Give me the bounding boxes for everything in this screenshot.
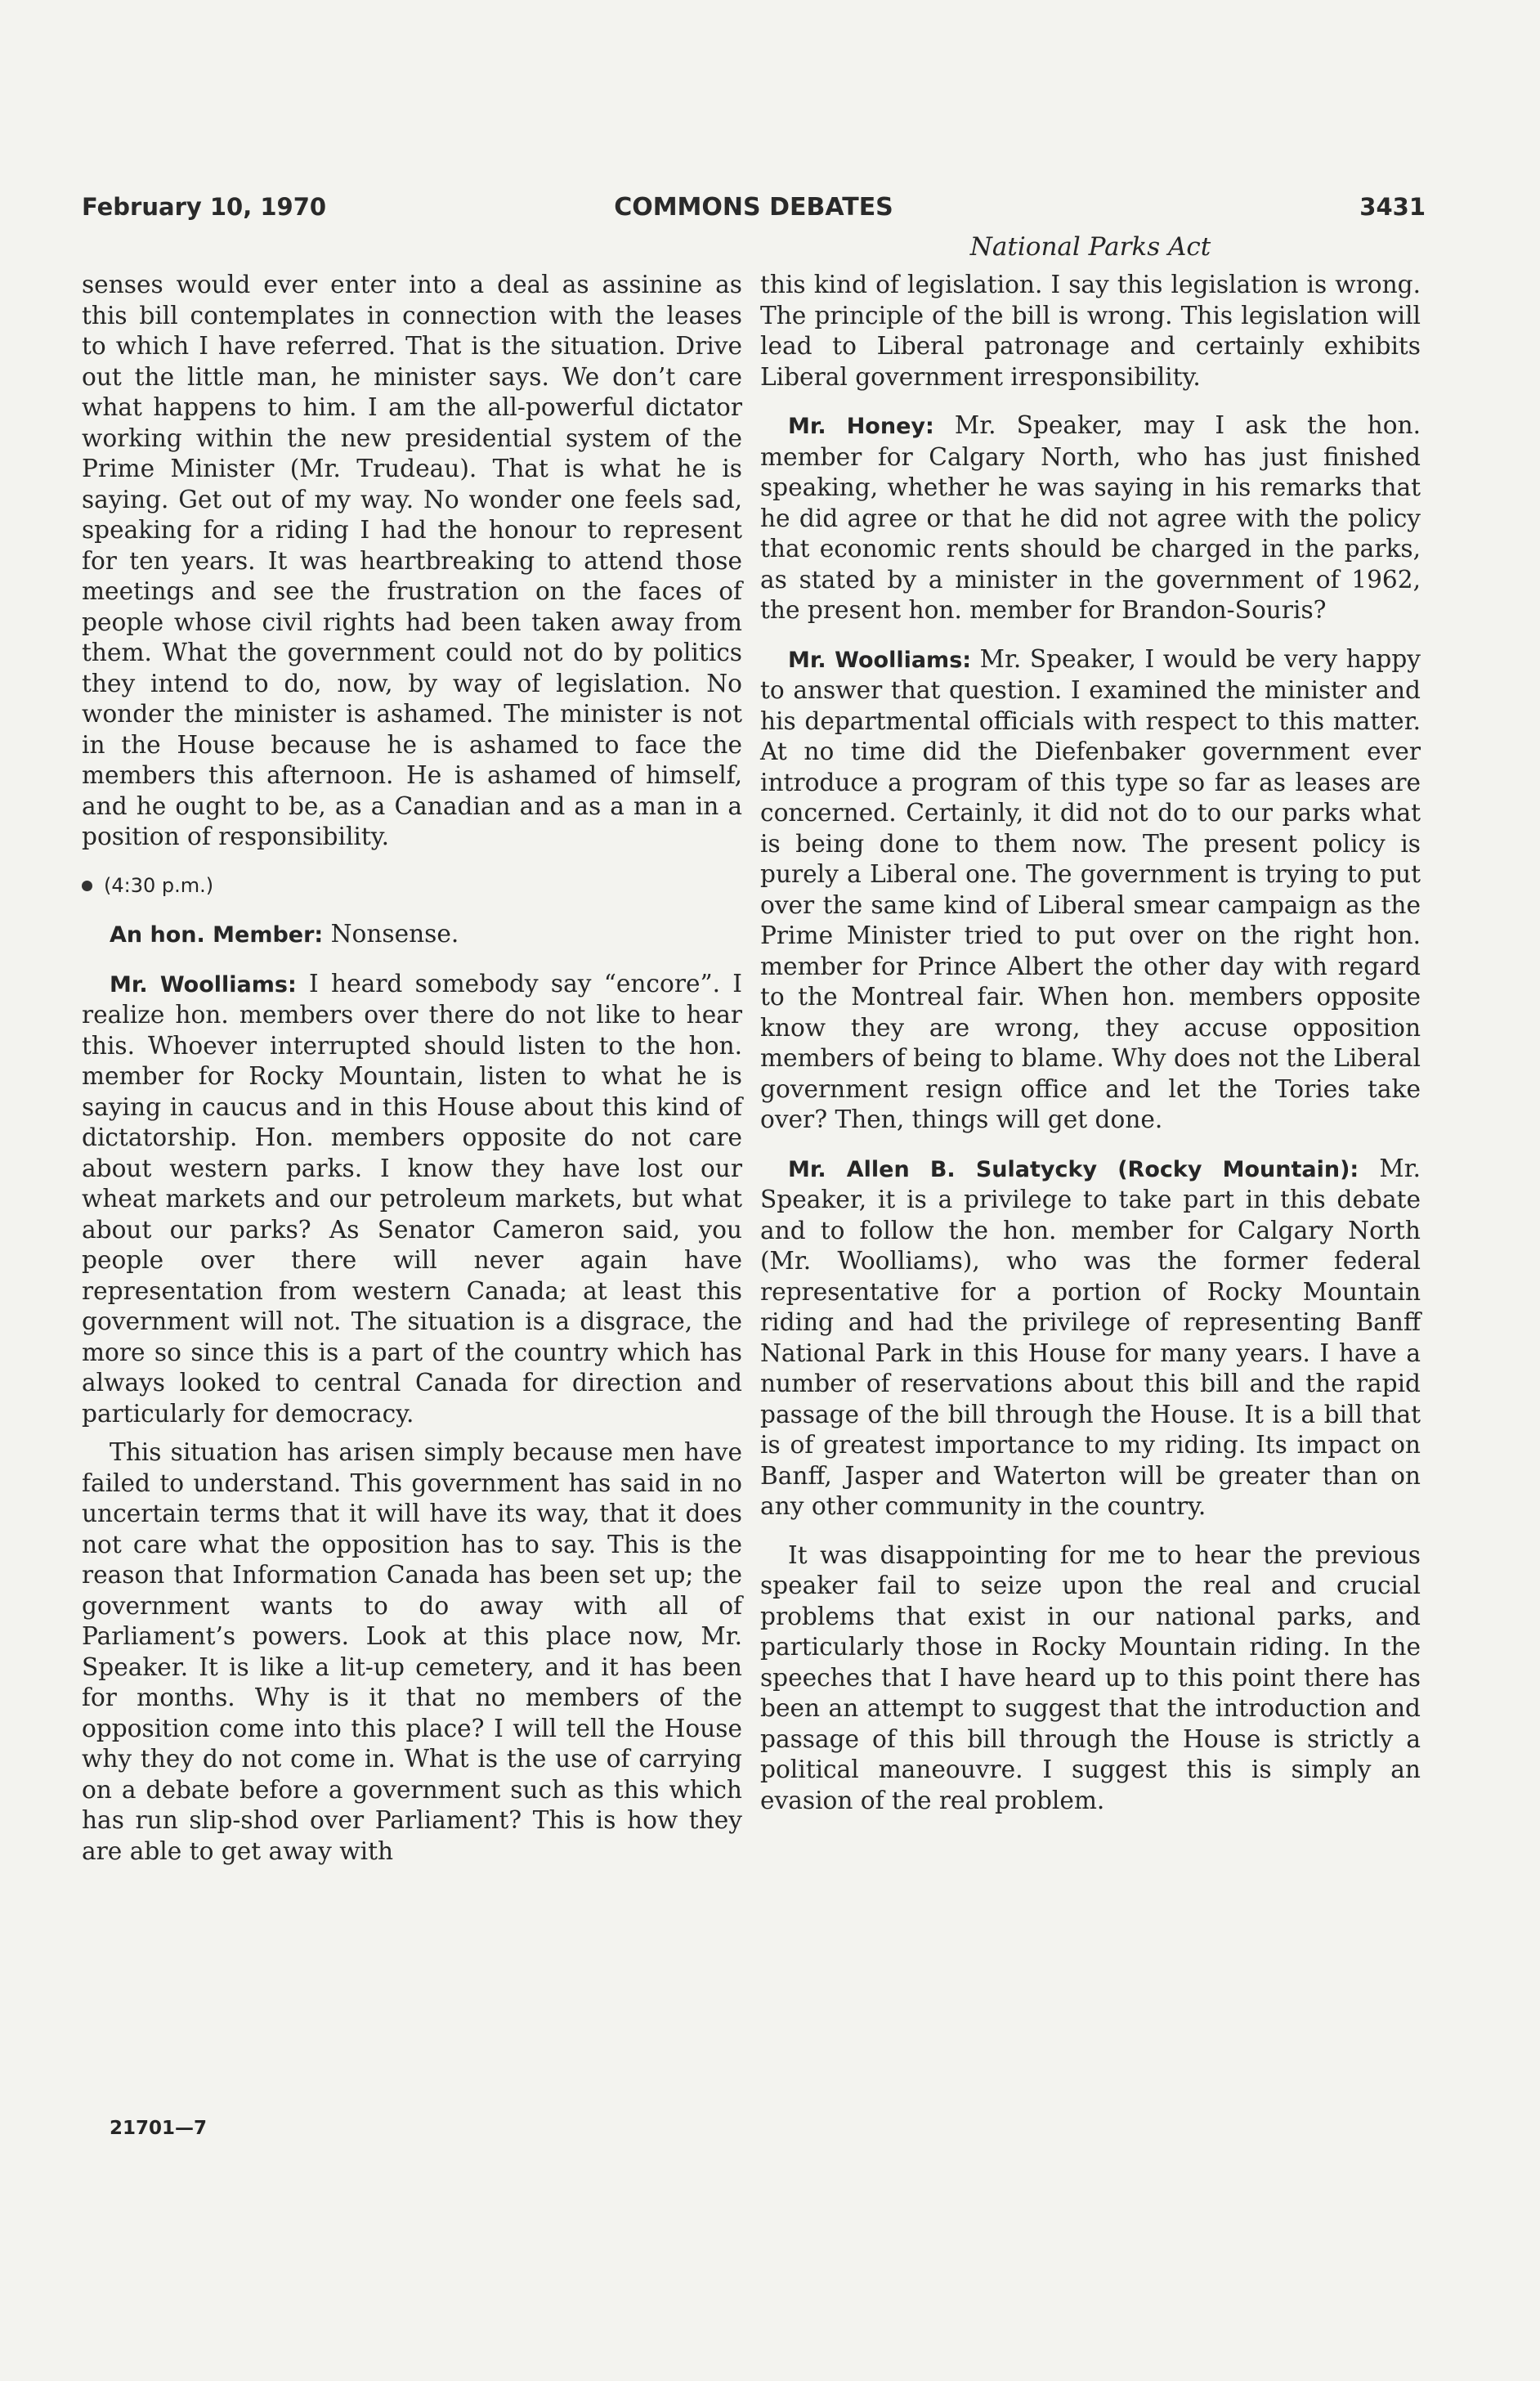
header-date: February 10, 1970 xyxy=(82,193,327,221)
speaker-name: Mr. Allen B. Sulatycky (Rocky Mountain): xyxy=(788,1156,1359,1182)
paragraph: senses would ever enter into a deal as assinine as this bill contemplates in connection with the leases to which I have referred. That is the situation. Drive out the little man, he minister says. We don’t care what happens to him. I am the all-powerful dictator working within the new presidential system of the Prime Minister (Mr. Trudeau). That is what he is saying. Get out of my way. No wonder one feels sad, speaking for a riding I had the honour to represent for ten years. It was heartbreaking to attend those meetings and see the frustration on the faces of people whose civil rights had been taken away from them. What the government could not do by politics they intend to do, now, by way of legislation. No wonder the minister is ashamed. The minister is not in the House because he is ashamed to face the members this afternoon. He is ashamed of himself, and he ought to be, as a Canadian and as a man in a position of responsibility. xyxy=(82,271,742,850)
time-marker xyxy=(82,871,742,902)
header-title: COMMONS DEBATES xyxy=(614,193,893,222)
bullet-icon xyxy=(82,881,92,891)
footer-code: 21701—7 xyxy=(110,2118,208,2139)
section-title: National Parks Act xyxy=(969,232,1211,262)
speech-text: Nonsense. xyxy=(323,920,459,948)
paragraph: This situation has arisen simply because men have failed to understand. This government has said in no uncertain terms that it will have its way, that it does not care what the opposition has to say. This is the reason that Information Canada has been set up; the government wants to do away with all of Parliament’s powers. Look at this place now, Mr. Speaker. It is like a lit-up cemetery, and it has been for months. Why is it that no members of the opposition come into this place? I will tell the House why they do not come in. What is the use of carrying on a debate before a government such as this which has run slip-shod over Parliament? This is how they are able to get away with xyxy=(82,1438,742,1865)
speaker-name: Mr. Woolliams: xyxy=(110,971,297,998)
speech-text: Mr. Speaker, I would be very happy to answer that question. I examined the minister and his departmental officials with respect to this matter. At no time did the Diefenbaker government ever introduce a program of this type so far as leases are concerned. Certainly, it did not do to our parks what is being done to them now. The present policy is purely a Liberal one. The government is trying to put over the same kind of Liberal smear campaign as the Prime Minister tried to put over on the right hon. member for Prince Albert the other day with regard to the Montreal fair. When hon. members opposite know they are wrong, they accuse opposition members of being to blame. Why does not the Liberal government resign office and let the Tories take over? Then, things will get done. xyxy=(760,644,1421,1133)
speech-text: Mr. Speaker, may I ask the hon. member for Calgary North, who has just finished speaking, whether he was saying in his remarks that he did agree or that he did not agree with the policy that economic rents should be charged in the parks, as stated by a minister in the government of 1962, the present hon. member for Brandon-Souris? xyxy=(760,411,1421,624)
header-page-number: 3431 xyxy=(1359,193,1426,221)
paragraph xyxy=(760,644,1421,1136)
speech-text: Mr. Speaker, it is a privilege to take part in this debate and to follow the hon. member for Calgary North (Mr. Woolliams), who was the former federal representative for a portion of Rocky Mountain riding and had the privilege of representing Banff National Park in this House for many years. I have a number of reservations about this bill and the rapid passage of the bill through the House. It is a bill that is of greatest importance to my riding. Its impact on Banff, Jasper and Waterton will be greater than on any other community in the country. xyxy=(760,1154,1421,1520)
speaker-name: Mr. Woolliams: xyxy=(788,647,972,673)
paragraph: It was disappointing for me to hear the previous speaker fail to seize upon the real and crucial problems that exist in our national parks, and particularly those in Rocky Mountain riding. In the speeches that I have heard up to this point there has been an attempt to suggest that the introduction and passage of this bill through the House is strictly a political maneouvre. I suggest this is simply an evasion of the real problem. xyxy=(760,1540,1421,1814)
time-text: (4:30 p.m.) xyxy=(104,873,214,897)
speech-text: I heard somebody say “encore”. I realize hon. members over there do not like to hear this. Whoever interrupted should listen to the hon. member for Rocky Mountain, listen to what he is saying in caucus and in this House about this kind of dictatorship. Hon. members opposite do not care about western parks. I know they have lost our wheat markets and our petroleum markets, but what about our parks? As Senator Cameron said, you people over there will never again have representation from western Canada; at least this government will not. The situation is a disgrace, the more so since this is a part of the country which has always looked to central Canada for direction and particularly for democracy. xyxy=(82,969,742,1428)
page-header xyxy=(82,193,1426,232)
speaker-name: An hon. Member: xyxy=(110,922,324,948)
paragraph xyxy=(760,410,1421,626)
speaker-name: Mr. Honey: xyxy=(788,414,934,439)
paragraph xyxy=(760,1154,1421,1522)
paragraph: this kind of legislation. I say this legislation is wrong. The principle of the bill is wrong. This legislation will lead to Liberal patronage and certainly exhibits Liberal government irresponsibility. xyxy=(760,271,1421,391)
left-column xyxy=(82,270,742,1867)
right-column xyxy=(760,270,1421,1816)
paragraph xyxy=(82,969,742,1430)
paragraph xyxy=(82,919,742,951)
